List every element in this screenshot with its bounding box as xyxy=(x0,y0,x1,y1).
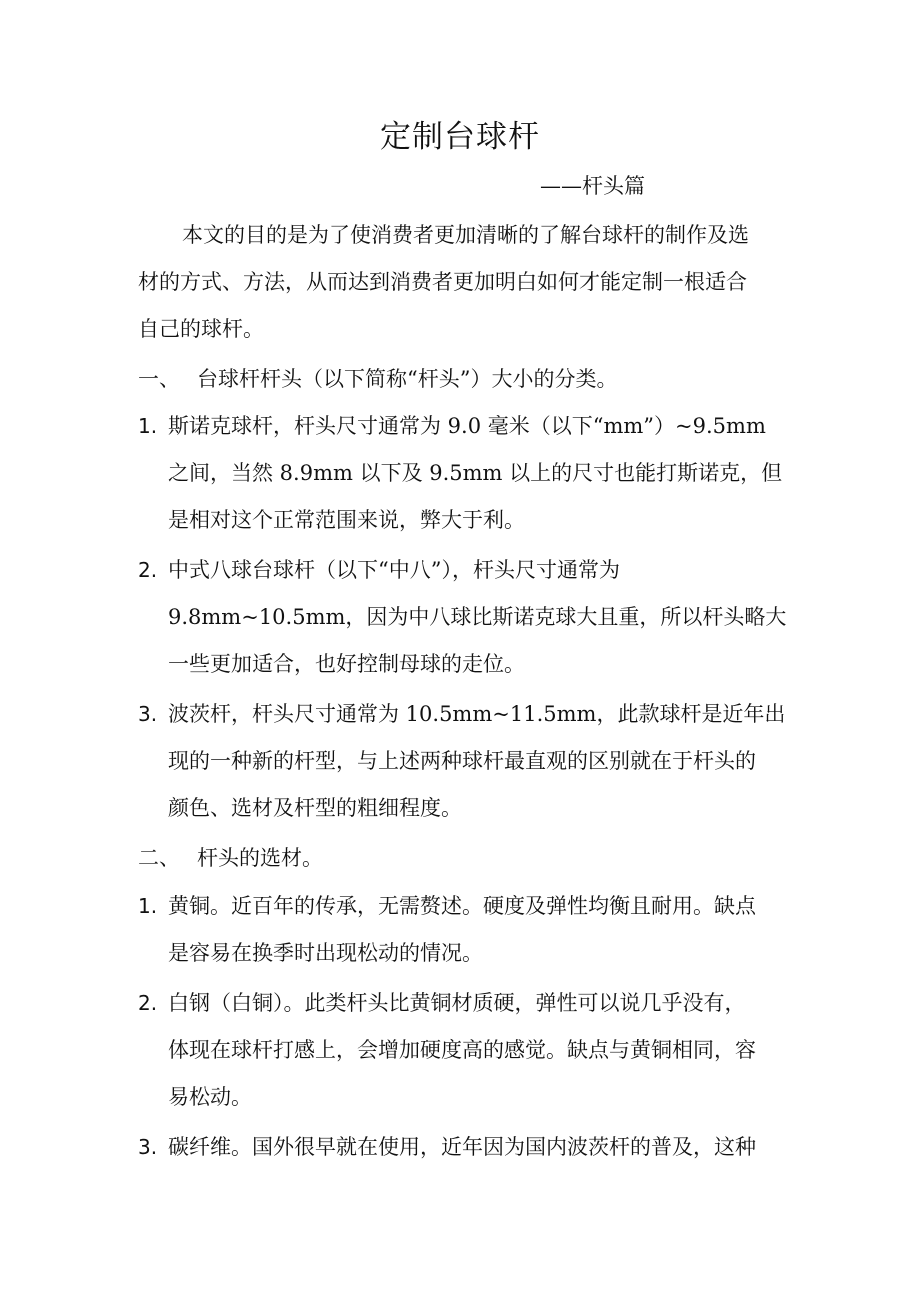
section1-item1-number: 1. xyxy=(138,414,158,438)
document-subtitle: ——杆头篇 xyxy=(540,174,645,198)
section2-item1-line-2: 是容易在换季时出现松动的情况。 xyxy=(168,941,483,965)
document-title: 定制台球杆 xyxy=(380,119,540,155)
section2-item2-line-1: 白钢（白铜）。此类杆头比黄铜材质硬，弹性可以说几乎没有， xyxy=(168,991,746,1015)
section1-item2-number: 2. xyxy=(138,558,158,582)
section2-item2-line-3: 易松动。 xyxy=(168,1085,252,1109)
section2-item3-line-1: 碳纤维。国外很早就在使用，近年因为国内波茨杆的普及，这种 xyxy=(168,1135,756,1159)
intro-line-1: 本文的目的是为了使消费者更加清晰的了解台球杆的制作及选 xyxy=(182,223,749,247)
section2-item3-number: 3. xyxy=(138,1135,158,1159)
section1-heading: 台球杆杆头（以下简称“杆头”）大小的分类。 xyxy=(197,367,618,391)
intro-line-2: 材的方式、方法，从而达到消费者更加明白如何才能定制一根适合 xyxy=(138,270,747,294)
section1-item1-line-1: 斯诺克球杆，杆头尺寸通常为 9.0 毫米（以下“mm”）~9.5mm xyxy=(168,414,766,438)
section1-item3-line-3: 颜色、选材及杆型的粗细程度。 xyxy=(168,796,462,820)
section2-item1-line-1: 黄铜。近百年的传承，无需赘述。硬度及弹性均衡且耐用。缺点 xyxy=(168,894,756,918)
section1-item2-line-3: 一些更加适合，也好控制母球的走位。 xyxy=(168,652,525,676)
section1-item3-line-2: 现的一种新的杆型，与上述两种球杆最直观的区别就在于杆头的 xyxy=(168,749,756,773)
section2-number: 二、 xyxy=(138,846,180,870)
section2-item2-line-2: 体现在球杆打感上，会增加硬度高的感觉。缺点与黄铜相同，容 xyxy=(168,1038,756,1062)
section1-item2-line-1: 中式八球台球杆（以下“中八”），杆头尺寸通常为 xyxy=(168,558,620,582)
intro-line-3: 自己的球杆。 xyxy=(138,317,264,341)
section2-item2-number: 2. xyxy=(138,991,158,1015)
section2-item1-number: 1. xyxy=(138,894,158,918)
section1-item2-line-2: 9.8mm~10.5mm，因为中八球比斯诺克球大且重，所以杆头略大 xyxy=(168,605,787,629)
section2-heading: 杆头的选材。 xyxy=(197,846,323,870)
section1-number: 一、 xyxy=(138,367,180,391)
section1-item3-line-1: 波茨杆，杆头尺寸通常为 10.5mm~11.5mm，此款球杆是近年出 xyxy=(168,702,786,726)
section1-item1-line-3: 是相对这个正常范围来说，弊大于利。 xyxy=(168,508,525,532)
section1-item3-number: 3. xyxy=(138,702,158,726)
section1-item1-line-2: 之间，当然 8.9mm 以下及 9.5mm 以上的尺寸也能打斯诺克，但 xyxy=(168,461,783,485)
